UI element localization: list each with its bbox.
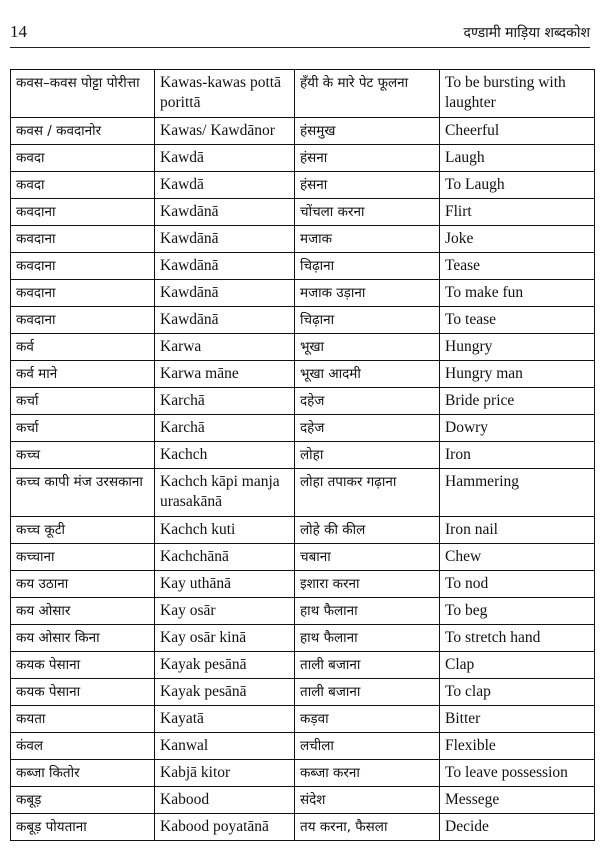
table-row bbox=[11, 172, 595, 199]
hindi-meaning: लोहे की कील bbox=[295, 517, 440, 544]
hindi-meaning: मजाक उड़ाना bbox=[295, 280, 440, 307]
english-meaning: Decide bbox=[440, 814, 595, 841]
madia-term: कय ओसार bbox=[11, 598, 155, 625]
header-divider bbox=[10, 47, 590, 48]
madia-term: कबूड़ पोयताना bbox=[11, 814, 155, 841]
madia-term: कर्चा bbox=[11, 388, 155, 415]
table-row bbox=[11, 652, 595, 679]
madia-term: कयक पेसाना bbox=[11, 679, 155, 706]
madia-term: कवदाना bbox=[11, 280, 155, 307]
table-row bbox=[11, 253, 595, 280]
roman-transliteration: Karchā bbox=[155, 388, 295, 415]
hindi-meaning: दहेज bbox=[295, 388, 440, 415]
table-row bbox=[11, 145, 595, 172]
madia-term: कवदाना bbox=[11, 199, 155, 226]
table-row bbox=[11, 442, 595, 469]
madia-term: कवदाना bbox=[11, 307, 155, 334]
english-meaning: Laugh bbox=[440, 145, 595, 172]
english-meaning: To clap bbox=[440, 679, 595, 706]
hindi-meaning: इशारा करना bbox=[295, 571, 440, 598]
dictionary-table bbox=[10, 69, 595, 841]
hindi-meaning: मजाक bbox=[295, 226, 440, 253]
madia-term: कय उठाना bbox=[11, 571, 155, 598]
hindi-meaning: हाथ फैलाना bbox=[295, 625, 440, 652]
roman-transliteration: Kachch bbox=[155, 442, 295, 469]
table-row bbox=[11, 598, 595, 625]
english-meaning: Hungry man bbox=[440, 361, 595, 388]
table-row bbox=[11, 199, 595, 226]
roman-transliteration: Kawdānā bbox=[155, 253, 295, 280]
table-row bbox=[11, 760, 595, 787]
english-meaning: Messege bbox=[440, 787, 595, 814]
hindi-meaning: चिढ़ाना bbox=[295, 307, 440, 334]
table-row bbox=[11, 733, 595, 760]
roman-transliteration: Karwa māne bbox=[155, 361, 295, 388]
roman-transliteration: Kay uthānā bbox=[155, 571, 295, 598]
hindi-meaning: दहेज bbox=[295, 415, 440, 442]
roman-transliteration: Kawdānā bbox=[155, 280, 295, 307]
roman-transliteration: Kachchānā bbox=[155, 544, 295, 571]
madia-term: कयक पेसाना bbox=[11, 652, 155, 679]
madia-term: कवदाना bbox=[11, 253, 155, 280]
hindi-meaning: ताली बजाना bbox=[295, 679, 440, 706]
madia-term: कच्चाना bbox=[11, 544, 155, 571]
english-meaning: To leave possession bbox=[440, 760, 595, 787]
table-row bbox=[11, 814, 595, 841]
table-row bbox=[11, 544, 595, 571]
hindi-meaning: हंसना bbox=[295, 172, 440, 199]
table-row bbox=[11, 706, 595, 733]
english-meaning: Bitter bbox=[440, 706, 595, 733]
english-meaning: To be bursting with laughter bbox=[440, 70, 595, 118]
table-row bbox=[11, 388, 595, 415]
english-meaning: Bride price bbox=[440, 388, 595, 415]
table-row bbox=[11, 226, 595, 253]
english-meaning: Flirt bbox=[440, 199, 595, 226]
roman-transliteration: Kayak pesānā bbox=[155, 679, 295, 706]
madia-term: कच्च कूटी bbox=[11, 517, 155, 544]
english-meaning: Clap bbox=[440, 652, 595, 679]
table-row bbox=[11, 361, 595, 388]
roman-transliteration: Kawdā bbox=[155, 172, 295, 199]
table-row bbox=[11, 334, 595, 361]
madia-term: कच्च कापी मंज उरसकाना bbox=[11, 469, 155, 517]
table-row bbox=[11, 571, 595, 598]
roman-transliteration: Kawdā bbox=[155, 145, 295, 172]
dictionary-body bbox=[11, 70, 595, 841]
roman-transliteration: Kabjā kitor bbox=[155, 760, 295, 787]
english-meaning: Joke bbox=[440, 226, 595, 253]
table-row bbox=[11, 415, 595, 442]
running-title: दण्डामी माड़िया शब्दकोश bbox=[463, 25, 590, 41]
english-meaning: Iron bbox=[440, 442, 595, 469]
hindi-meaning: चोंचला करना bbox=[295, 199, 440, 226]
roman-transliteration: Kay osār kinā bbox=[155, 625, 295, 652]
madia-term: कंवल bbox=[11, 733, 155, 760]
madia-term: कर्व bbox=[11, 334, 155, 361]
table-row bbox=[11, 679, 595, 706]
hindi-meaning: हंसमुख bbox=[295, 118, 440, 145]
madia-term: कयता bbox=[11, 706, 155, 733]
madia-term: कब्जा कितोर bbox=[11, 760, 155, 787]
english-meaning: Flexible bbox=[440, 733, 595, 760]
madia-term: कवदा bbox=[11, 172, 155, 199]
roman-transliteration: Karchā bbox=[155, 415, 295, 442]
hindi-meaning: कड़वा bbox=[295, 706, 440, 733]
madia-term: कर्चा bbox=[11, 415, 155, 442]
english-meaning: Hammering bbox=[440, 469, 595, 517]
hindi-meaning: तय करना, फैसला bbox=[295, 814, 440, 841]
hindi-meaning: भूखा bbox=[295, 334, 440, 361]
page-number: 14 bbox=[10, 22, 27, 41]
english-meaning: To nod bbox=[440, 571, 595, 598]
table-row bbox=[11, 307, 595, 334]
hindi-meaning: हाथ फैलाना bbox=[295, 598, 440, 625]
roman-transliteration: Kachch kuti bbox=[155, 517, 295, 544]
table-row bbox=[11, 787, 595, 814]
roman-transliteration: Kanwal bbox=[155, 733, 295, 760]
hindi-meaning: भूखा आदमी bbox=[295, 361, 440, 388]
roman-transliteration: Kayak pesānā bbox=[155, 652, 295, 679]
english-meaning: Tease bbox=[440, 253, 595, 280]
english-meaning: To beg bbox=[440, 598, 595, 625]
english-meaning: To stretch hand bbox=[440, 625, 595, 652]
hindi-meaning: हंसना bbox=[295, 145, 440, 172]
madia-term: कबूड़ bbox=[11, 787, 155, 814]
roman-transliteration: Kawas/ Kawdānor bbox=[155, 118, 295, 145]
english-meaning: Hungry bbox=[440, 334, 595, 361]
roman-transliteration: Kay osār bbox=[155, 598, 295, 625]
english-meaning: Chew bbox=[440, 544, 595, 571]
hindi-meaning: लचीला bbox=[295, 733, 440, 760]
hindi-meaning: लोहा bbox=[295, 442, 440, 469]
table-row bbox=[11, 517, 595, 544]
roman-transliteration: Karwa bbox=[155, 334, 295, 361]
hindi-meaning: संदेश bbox=[295, 787, 440, 814]
english-meaning: Iron nail bbox=[440, 517, 595, 544]
hindi-meaning: लोहा तपाकर गढ़ाना bbox=[295, 469, 440, 517]
table-row bbox=[11, 625, 595, 652]
roman-transliteration: Kawdānā bbox=[155, 307, 295, 334]
page-header bbox=[10, 18, 590, 42]
roman-transliteration: Kabood poyatānā bbox=[155, 814, 295, 841]
madia-term: कवस / कवदानोर bbox=[11, 118, 155, 145]
madia-term: कर्व माने bbox=[11, 361, 155, 388]
hindi-meaning: कब्जा करना bbox=[295, 760, 440, 787]
hindi-meaning: चबाना bbox=[295, 544, 440, 571]
english-meaning: Cheerful bbox=[440, 118, 595, 145]
hindi-meaning: हँयी के मारे पेट फूलना bbox=[295, 70, 440, 118]
english-meaning: To tease bbox=[440, 307, 595, 334]
english-meaning: To make fun bbox=[440, 280, 595, 307]
roman-transliteration: Kawas-kawas pottā porittā bbox=[155, 70, 295, 118]
madia-term: कवस–कवस पोट्टा पोरीत्ता bbox=[11, 70, 155, 118]
madia-term: कवदाना bbox=[11, 226, 155, 253]
table-row bbox=[11, 280, 595, 307]
table-row bbox=[11, 70, 595, 118]
madia-term: कय ओसार किना bbox=[11, 625, 155, 652]
roman-transliteration: Kawdānā bbox=[155, 226, 295, 253]
table-row bbox=[11, 469, 595, 517]
roman-transliteration: Kachch kāpi manja urasakānā bbox=[155, 469, 295, 517]
english-meaning: Dowry bbox=[440, 415, 595, 442]
roman-transliteration: Kawdānā bbox=[155, 199, 295, 226]
madia-term: कच्च bbox=[11, 442, 155, 469]
roman-transliteration: Kabood bbox=[155, 787, 295, 814]
hindi-meaning: चिढ़ाना bbox=[295, 253, 440, 280]
table-row bbox=[11, 118, 595, 145]
madia-term: कवदा bbox=[11, 145, 155, 172]
english-meaning: To Laugh bbox=[440, 172, 595, 199]
hindi-meaning: ताली बजाना bbox=[295, 652, 440, 679]
roman-transliteration: Kayatā bbox=[155, 706, 295, 733]
